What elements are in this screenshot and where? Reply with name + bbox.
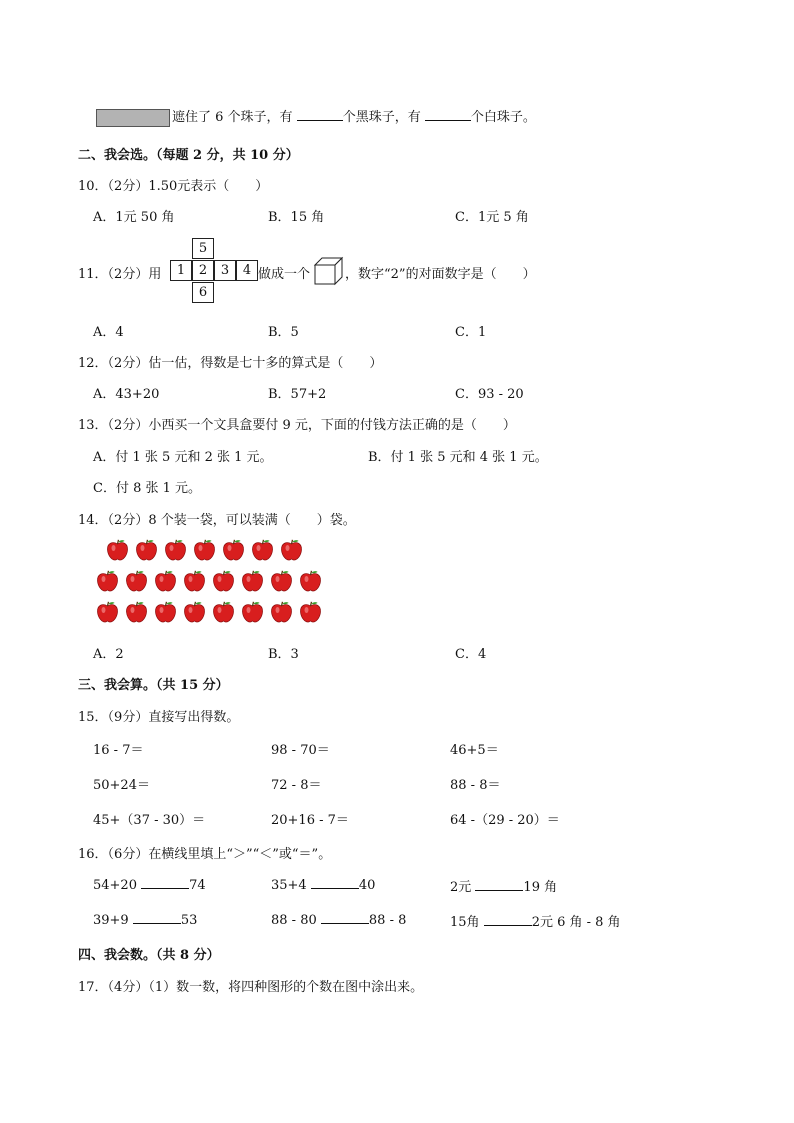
apple-icon (280, 539, 303, 561)
apple-icon (183, 601, 206, 623)
q15-stem: 15．（9分）直接写出得数。 (78, 710, 240, 725)
net-cell-bottom: 6 (192, 282, 214, 303)
net-cell: 4 (236, 260, 258, 281)
compare-blank[interactable] (141, 876, 189, 889)
compare-right: 53 (180, 913, 198, 928)
apple-icon (96, 570, 119, 592)
answer-blank[interactable] (425, 108, 471, 121)
apple-icon (222, 539, 245, 561)
compare-item (450, 876, 557, 895)
net-cell-top: 5 (192, 238, 214, 259)
q13-option-b[interactable]: B．付 1 张 5 元和 4 张 1 元。 (368, 450, 548, 465)
q11-option-a[interactable]: A．4 (93, 325, 124, 340)
section4-title: 四、我会数。（共 8 分） (78, 948, 220, 963)
compare-right: 88 - 8 (368, 913, 407, 928)
q10-option-c[interactable]: C．1元 5 角 (455, 210, 529, 225)
apple-icon (270, 570, 293, 592)
q12-option-a[interactable]: A．43+20 (93, 387, 160, 402)
q10-stem: 10．（2分）1.50元表示（ ） (78, 179, 269, 194)
compare-item (271, 876, 375, 893)
q10-option-b[interactable]: B．15 角 (268, 210, 325, 225)
apple-icon (96, 601, 119, 623)
cube-net (170, 238, 260, 304)
net-cell: 2 (192, 260, 214, 281)
q9-text2: 个黑珠子，有 (342, 110, 421, 125)
apple-icon (164, 539, 187, 561)
q13-option-a[interactable]: A．付 1 张 5 元和 2 张 1 元。 (93, 450, 273, 465)
q13-stem: 13．（2分）小西买一个文具盒要付 9 元，下面的付钱方法正确的是（ ） (78, 418, 516, 433)
compare-right: 19 角 (523, 880, 558, 895)
apple-icon (270, 601, 293, 623)
apple-icon (106, 539, 129, 561)
q12-stem: 12．（2分）估一估，得数是七十多的算式是（ ） (78, 356, 383, 371)
q14-stem: 14．（2分）8 个装一袋，可以装满（ ）袋。 (78, 513, 356, 528)
compare-left: 88 - 80 (271, 913, 317, 928)
apple-icon (125, 570, 148, 592)
calc-item: 50+24＝ (93, 778, 150, 793)
apple-icon (241, 601, 264, 623)
apple-icon (135, 539, 158, 561)
compare-item (271, 911, 406, 928)
q10-option-a[interactable]: A．1元 50 角 (93, 210, 175, 225)
apple-grid (96, 539, 328, 629)
q13-option-c[interactable]: C．付 8 张 1 元。 (93, 481, 202, 496)
q9-text1: 遮住了 6 个珠子，有 (172, 110, 293, 125)
apple-icon (125, 601, 148, 623)
q16-stem: 16．（6分）在横线里填上“＞”“＜”或“＝”。 (78, 847, 332, 862)
calc-item: 16 - 7＝ (93, 743, 144, 758)
compare-left: 15角 (450, 915, 480, 930)
apple-icon (299, 570, 322, 592)
compare-blank[interactable] (475, 878, 523, 891)
compare-left: 2元 (450, 880, 472, 895)
compare-item (93, 876, 206, 893)
apple-icon (154, 570, 177, 592)
q11-option-c[interactable]: C．1 (455, 325, 487, 340)
q11-suffix: ，数字“2”的对面数字是（ ） (345, 267, 536, 282)
q17-stem: 17．（4分）（1）数一数，将四种图形的个数在图中涂出来。 (78, 980, 424, 995)
calc-item: 45+（37 - 30）＝ (93, 813, 206, 828)
apple-icon (212, 570, 235, 592)
net-cell: 3 (214, 260, 236, 281)
q14-option-c[interactable]: C．4 (455, 647, 487, 662)
q11-middle: 做成一个 (258, 267, 311, 282)
compare-left: 39+9 (93, 913, 129, 928)
compare-item (450, 911, 621, 930)
q14-option-a[interactable]: A．2 (93, 647, 124, 662)
calc-item: 98 - 70＝ (271, 743, 330, 758)
apple-icon (212, 601, 235, 623)
apple-icon (251, 539, 274, 561)
calc-item: 72 - 8＝ (271, 778, 322, 793)
apple-icon (299, 601, 322, 623)
compare-right: 74 (189, 878, 206, 893)
compare-blank[interactable] (484, 913, 532, 926)
compare-left: 35+4 (271, 878, 307, 893)
covering-box (96, 109, 170, 127)
compare-item (93, 911, 197, 928)
compare-right: 40 (358, 878, 376, 893)
compare-right: 2元 6 角 - 8 角 (531, 915, 621, 930)
q12-option-b[interactable]: B．57+2 (268, 387, 327, 402)
cube-icon (313, 256, 345, 286)
q9-line (96, 106, 536, 127)
calc-item: 46+5＝ (450, 743, 499, 758)
section3-title: 三、我会算。（共 15 分） (78, 678, 229, 693)
q12-option-c[interactable]: C．93 - 20 (455, 387, 524, 402)
answer-blank[interactable] (297, 108, 343, 121)
calc-item: 88 - 8＝ (450, 778, 501, 793)
apple-icon (241, 570, 264, 592)
apple-icon (154, 601, 177, 623)
compare-left: 54+20 (93, 878, 137, 893)
section2-title: 二、我会选。（每题 2 分，共 10 分） (78, 148, 299, 163)
q11-option-b[interactable]: B．5 (268, 325, 299, 340)
calc-item: 64 -（29 - 20）＝ (450, 813, 560, 828)
compare-blank[interactable] (311, 876, 359, 889)
q11-prefix: 11．（2分）用 (78, 267, 162, 282)
apple-icon (183, 570, 206, 592)
q14-option-b[interactable]: B．3 (268, 647, 299, 662)
apple-icon (193, 539, 216, 561)
q9-text3: 个白珠子。 (470, 110, 536, 125)
compare-blank[interactable] (321, 911, 369, 924)
calc-item: 20+16 - 7＝ (271, 813, 349, 828)
net-cell: 1 (170, 260, 192, 281)
compare-blank[interactable] (133, 911, 181, 924)
